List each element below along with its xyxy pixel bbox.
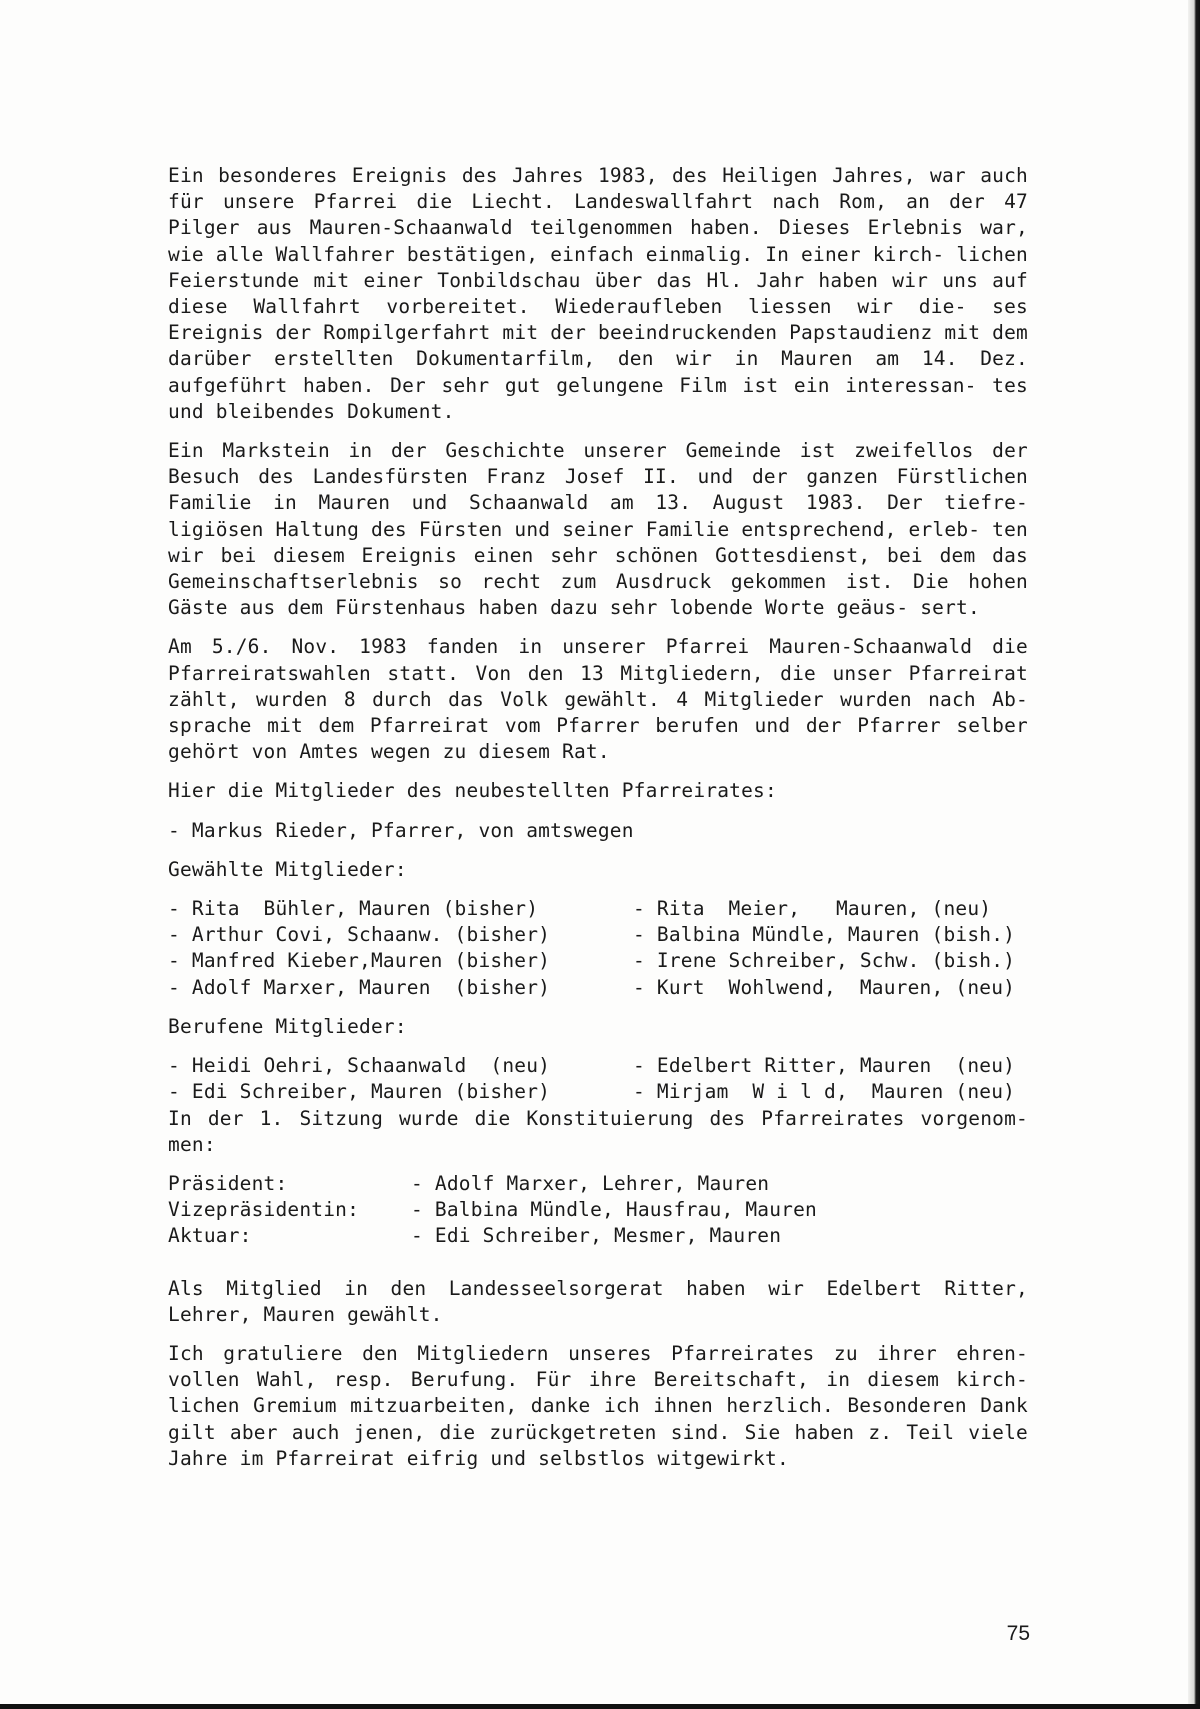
member-right: - Mirjam W i l d, Mauren (neu) bbox=[633, 1080, 1016, 1104]
list-item bbox=[168, 948, 1028, 974]
elected-members-list bbox=[168, 896, 1028, 1001]
officer-role: Präsident: bbox=[168, 1171, 288, 1195]
pastor-entry: - Markus Rieder, Pfarrer, von amtswegen bbox=[168, 818, 634, 842]
member-right: - Rita Meier, Mauren, (neu) bbox=[633, 897, 992, 921]
appointed-members-list bbox=[168, 1053, 1028, 1105]
appointed-heading: Berufene Mitglieder: bbox=[168, 1014, 407, 1038]
officer-person: - Edi Schreiber, Mesmer, Mauren bbox=[411, 1224, 782, 1248]
list-item bbox=[168, 1223, 1028, 1249]
members-intro: Hier die Mitglieder des neubestellten Pfarreirates: bbox=[168, 779, 777, 803]
paragraph-princely-visit: Ein Markstein in der Geschichte unserer Gemeinde ist zweifellos der Besuch des Landesfürsten Franz Josef II. und der ganzen Fürstlichen Familie in Mauren und Schaanwald am 13. August 1983. Der tiefre- ligiösen Haltung des Fürsten und seiner Familie entsprechend, erleb- ten wir bei diesem Ereignis einen sehr schönen Gottesdienst, bei dem das Gemeinschaftserlebnis so recht zum Ausdruck gekommen ist. Die hohen Gäste aus dem Fürstenhaus haben dazu sehr lobende Worte geäus- sert. bbox=[168, 439, 1028, 620]
member-left: - Adolf Marxer, Mauren (bisher) bbox=[168, 975, 551, 999]
body-text bbox=[168, 163, 1028, 1485]
member-left: - Edi Schreiber, Mauren (bisher) bbox=[168, 1080, 551, 1104]
member-right: - Edelbert Ritter, Mauren (neu) bbox=[633, 1054, 1016, 1078]
member-right: - Balbina Mündle, Mauren (bish.) bbox=[633, 923, 1016, 947]
officers-list bbox=[168, 1171, 1028, 1250]
member-left: - Manfred Kieber,Mauren (bisher) bbox=[168, 949, 551, 973]
paragraph-elections: Am 5./6. Nov. 1983 fanden in unserer Pfarrei Mauren-Schaanwald die Pfarreiratswahlen statt. Von den 13 Mitgliedern, die unser Pfarreirat zählt, wurden 8 durch das Volk gewählt. 4 Mitglieder wurden nach Ab- sprache mit dem Pfarreirat vom Pfarrer berufen und der Pfarrer selber gehört von Amtes wegen zu diesem Rat. bbox=[168, 635, 1028, 764]
member-left: - Rita Bühler, Mauren (bisher) bbox=[168, 897, 539, 921]
scan-edge-bottom bbox=[0, 1704, 1200, 1709]
spacer bbox=[168, 1263, 1028, 1276]
member-right: - Kurt Wohlwend, Mauren, (neu) bbox=[633, 975, 1016, 999]
member-left: - Arthur Covi, Schaanw. (bisher) bbox=[168, 923, 551, 947]
list-item bbox=[168, 1197, 1028, 1223]
elected-heading: Gewählte Mitglieder: bbox=[168, 857, 407, 881]
congratulations-paragraph: Ich gratuliere den Mitgliedern unseres Pfarreirates zu ihrer ehren- vollen Wahl, resp. Berufung. Für ihre Bereitschaft, in diesem kirch- lichen Gremium mitzuarbeiten, danke ich ihnen herzlich. Besonderen Dank gilt aber auch jenen, die zurückgetreten sind. Sie haben z. Teil viele Jahre im Pfarreirat eifrig und selbstlos witgewirkt. bbox=[168, 1341, 1028, 1470]
paragraph-pilgrimage: Ein besonderes Ereignis des Jahres 1983, des Heiligen Jahres, war auch für unsere Pfarrei die Liecht. Landeswallfahrt nach Rom, an der 47 Pilger aus Mauren-Schaanwald teilgenommen haben. Dieses Erlebnis war, wie alle Wallfahrer bestätigen, einfach einmalig. In einer kirch- lichen Feierstunde mit einer Tonbildschau über das Hl. Jahr haben wir uns auf diese Wallfahrt vorbereitet. Wiederaufleben liessen wir die- ses Ereignis der Rompilgerfahrt mit der beeindruckenden Papstaudienz mit dem darüber erstellten Dokumentarfilm, den wir in Mauren am 14. Dez. aufgeführt haben. Der sehr gut gelungene Film ist ein interessan- tes und bleibendes Dokument. bbox=[168, 164, 1028, 423]
list-item bbox=[168, 1053, 1028, 1079]
scan-edge-right bbox=[1188, 0, 1200, 1709]
officer-person: - Balbina Mündle, Hausfrau, Mauren bbox=[411, 1198, 817, 1222]
list-item bbox=[168, 1171, 1028, 1197]
page-number: 75 bbox=[1006, 1622, 1030, 1645]
list-item bbox=[168, 922, 1028, 948]
constitution-paragraph: In der 1. Sitzung wurde die Konstituierung des Pfarreirates vorgenom- men: bbox=[168, 1106, 1028, 1156]
list-item bbox=[168, 975, 1028, 1001]
officer-role: Aktuar: bbox=[168, 1224, 252, 1248]
member-left: - Heidi Oehri, Schaanwald (neu) bbox=[168, 1054, 551, 1078]
list-item bbox=[168, 1079, 1028, 1105]
member-right: - Irene Schreiber, Schw. (bish.) bbox=[633, 949, 1016, 973]
officer-person: - Adolf Marxer, Lehrer, Mauren bbox=[411, 1171, 770, 1195]
officer-role: Vizepräsidentin: bbox=[168, 1198, 360, 1222]
list-item bbox=[168, 896, 1028, 922]
council-delegate-paragraph: Als Mitglied in den Landesseelsorgerat haben wir Edelbert Ritter, Lehrer, Mauren gewählt. bbox=[168, 1276, 1028, 1326]
